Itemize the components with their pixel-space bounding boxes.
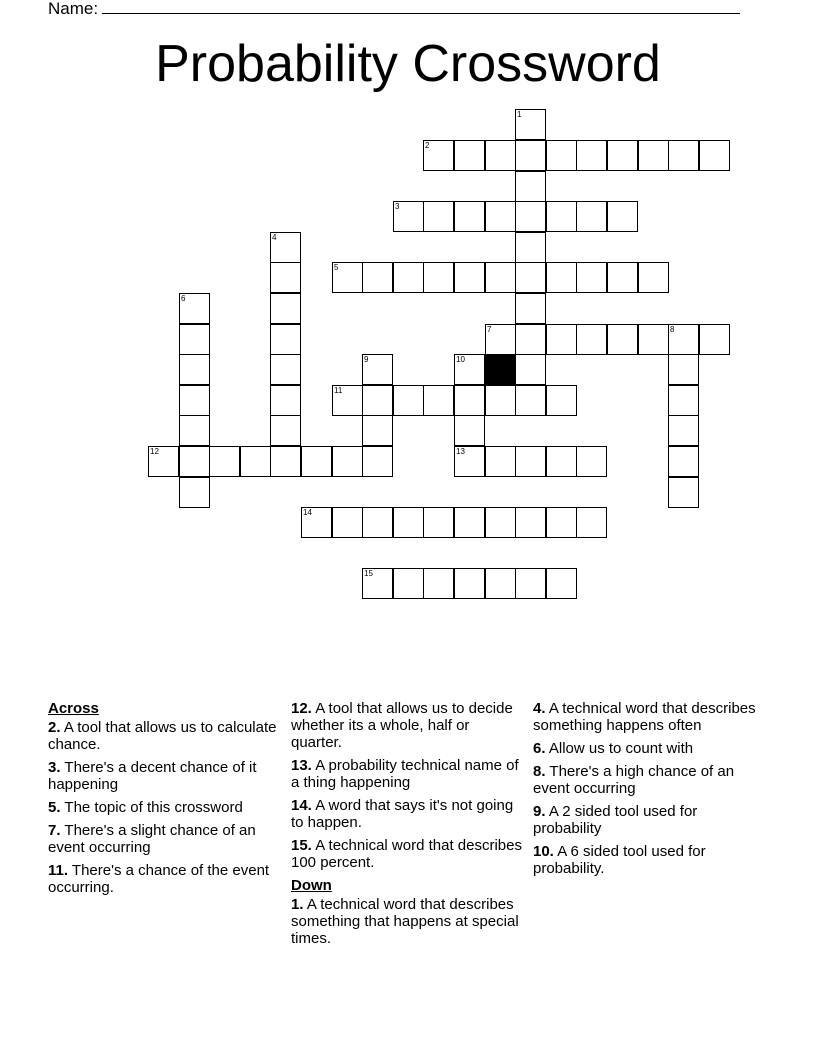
- clue-item-text: The topic of this crossword: [60, 799, 243, 816]
- grid-cell[interactable]: [668, 446, 699, 477]
- clue-item: [291, 700, 523, 751]
- clue-number: 11: [334, 386, 343, 395]
- name-field: [48, 0, 740, 19]
- grid-cell[interactable]: [668, 324, 699, 355]
- grid-cell[interactable]: [668, 415, 699, 446]
- grid-cell[interactable]: [454, 446, 485, 477]
- clue-item: [533, 763, 765, 797]
- grid-cell[interactable]: [454, 568, 485, 599]
- grid-cell[interactable]: [362, 385, 393, 416]
- grid-cell[interactable]: [270, 232, 301, 263]
- grid-cell[interactable]: [270, 446, 301, 477]
- grid-cell[interactable]: [454, 385, 485, 416]
- grid-cell[interactable]: [454, 354, 485, 385]
- grid-cell[interactable]: [515, 568, 546, 599]
- grid-cell[interactable]: [332, 385, 363, 416]
- clue-item: [48, 719, 280, 753]
- grid-cell[interactable]: [179, 385, 210, 416]
- clue-item-number: 1.: [291, 896, 304, 913]
- grid-cell[interactable]: [423, 385, 454, 416]
- grid-cell[interactable]: [607, 324, 638, 355]
- grid-cell[interactable]: [362, 446, 393, 477]
- clue-item-text: There's a high chance of an event occurring: [533, 763, 735, 797]
- grid-cell[interactable]: [454, 262, 485, 293]
- grid-cell[interactable]: [668, 477, 699, 508]
- grid-cell[interactable]: [515, 324, 546, 355]
- grid-cell[interactable]: [576, 324, 607, 355]
- clue-item-text: A technical word that describes something happens often: [533, 700, 756, 734]
- down-heading: Down: [291, 877, 332, 894]
- clue-item-number: 13.: [291, 757, 312, 774]
- grid-cell[interactable]: [515, 262, 546, 293]
- grid-cell[interactable]: [485, 201, 516, 232]
- clue-item-number: 12.: [291, 700, 312, 717]
- grid-black-cell: [485, 354, 516, 385]
- grid-cell[interactable]: [546, 446, 577, 477]
- grid-cell[interactable]: [485, 568, 516, 599]
- clue-item-number: 11.: [48, 862, 69, 879]
- grid-cell[interactable]: [179, 415, 210, 446]
- clue-item-text: There's a slight chance of an event occurring: [48, 822, 256, 856]
- grid-cell[interactable]: [546, 385, 577, 416]
- grid-cell[interactable]: [515, 385, 546, 416]
- clue-item: [48, 799, 280, 816]
- grid-cell[interactable]: [393, 262, 424, 293]
- grid-cell[interactable]: [270, 385, 301, 416]
- clue-number: 10: [456, 355, 465, 364]
- grid-cell[interactable]: [668, 354, 699, 385]
- grid-cell[interactable]: [332, 507, 363, 538]
- grid-cell[interactable]: [423, 140, 454, 171]
- grid-cell[interactable]: [546, 507, 577, 538]
- grid-cell[interactable]: [148, 446, 179, 477]
- grid-cell[interactable]: [270, 415, 301, 446]
- grid-cell[interactable]: [454, 507, 485, 538]
- clue-item-number: 10.: [533, 843, 554, 860]
- grid-cell[interactable]: [270, 262, 301, 293]
- clue-item: [48, 822, 280, 856]
- clue-item: [533, 803, 765, 837]
- grid-cell[interactable]: [362, 354, 393, 385]
- grid-cell[interactable]: [515, 201, 546, 232]
- clue-item: [291, 837, 523, 871]
- grid-cell[interactable]: [607, 140, 638, 171]
- clue-item-text: A probability technical name of a thing happening: [291, 757, 519, 791]
- page-title: Probability Crossword: [155, 35, 661, 93]
- grid-cell[interactable]: [638, 262, 669, 293]
- grid-cell[interactable]: [485, 507, 516, 538]
- clue-item-number: 14.: [291, 797, 312, 814]
- clue-item: [533, 700, 765, 734]
- clue-number: 3: [395, 202, 400, 211]
- clue-number: 1: [517, 110, 522, 119]
- grid-cell[interactable]: [301, 507, 332, 538]
- clue-item-number: 15.: [291, 837, 312, 854]
- grid-cell[interactable]: [454, 140, 485, 171]
- clue-item: [291, 797, 523, 831]
- grid-cell[interactable]: [485, 324, 516, 355]
- clue-item-text: A 6 sided tool used for probability.: [533, 843, 706, 877]
- clue-item-number: 3.: [48, 759, 61, 776]
- grid-cell[interactable]: [515, 232, 546, 263]
- grid-cell[interactable]: [423, 507, 454, 538]
- grid-cell[interactable]: [515, 507, 546, 538]
- clue-item-text: A 2 sided tool used for probability: [533, 803, 698, 837]
- grid-cell[interactable]: [638, 140, 669, 171]
- grid-cell[interactable]: [485, 140, 516, 171]
- grid-cell[interactable]: [515, 446, 546, 477]
- clue-item-text: A tool that allows us to decide whether its a whole, half or quarter.: [291, 700, 513, 751]
- grid-cell[interactable]: [362, 262, 393, 293]
- grid-cell[interactable]: [485, 262, 516, 293]
- grid-cell[interactable]: [607, 201, 638, 232]
- clues-column-3: [533, 700, 765, 883]
- clue-item-text: There's a chance of the event occurring.: [48, 862, 270, 896]
- grid-cell[interactable]: [209, 446, 240, 477]
- name-label: Name:: [48, 0, 99, 18]
- clue-item: [533, 740, 765, 757]
- clue-item-number: 5.: [48, 799, 61, 816]
- grid-cell[interactable]: [423, 201, 454, 232]
- grid-cell[interactable]: [362, 507, 393, 538]
- grid-cell[interactable]: [638, 324, 669, 355]
- clue-item-number: 6.: [533, 740, 546, 757]
- clue-number: 12: [150, 447, 159, 456]
- grid-cell[interactable]: [576, 507, 607, 538]
- clues-column-2: [291, 700, 523, 953]
- grid-cell[interactable]: [576, 140, 607, 171]
- grid-cell[interactable]: [423, 262, 454, 293]
- name-underline[interactable]: [102, 0, 740, 14]
- clue-number: 8: [670, 325, 675, 334]
- clue-item-number: 9.: [533, 803, 546, 820]
- clue-item-number: 8.: [533, 763, 546, 780]
- grid-cell[interactable]: [546, 568, 577, 599]
- grid-cell[interactable]: [179, 293, 210, 324]
- grid-cell[interactable]: [240, 446, 271, 477]
- clue-item: [48, 759, 280, 793]
- clue-item: [533, 843, 765, 877]
- clue-item-text: A tool that allows us to calculate chance.: [48, 719, 277, 753]
- grid-cell[interactable]: [576, 262, 607, 293]
- grid-cell[interactable]: [270, 324, 301, 355]
- grid-cell[interactable]: [393, 201, 424, 232]
- clue-item-number: 7.: [48, 822, 61, 839]
- clue-number: 4: [272, 233, 277, 242]
- grid-cell[interactable]: [485, 385, 516, 416]
- clue-number: 15: [364, 569, 373, 578]
- grid-cell[interactable]: [179, 354, 210, 385]
- grid-cell[interactable]: [393, 568, 424, 599]
- clue-number: 14: [303, 508, 312, 517]
- across-heading: Across: [48, 700, 99, 717]
- clue-item-text: There's a decent chance of it happening: [48, 759, 257, 793]
- grid-cell[interactable]: [546, 201, 577, 232]
- grid-cell[interactable]: [270, 293, 301, 324]
- grid-cell[interactable]: [576, 446, 607, 477]
- grid-cell[interactable]: [179, 446, 210, 477]
- grid-cell[interactable]: [515, 109, 546, 140]
- clue-number: 7: [487, 325, 492, 334]
- grid-cell[interactable]: [179, 477, 210, 508]
- grid-cell[interactable]: [699, 140, 730, 171]
- grid-cell[interactable]: [699, 324, 730, 355]
- clue-number: 6: [181, 294, 186, 303]
- clue-number: 5: [334, 263, 339, 272]
- clue-item-text: A technical word that describes 100 percent.: [291, 837, 522, 871]
- clue-item: [291, 757, 523, 791]
- clue-item-number: 4.: [533, 700, 546, 717]
- grid-cell[interactable]: [393, 507, 424, 538]
- grid-cell[interactable]: [607, 262, 638, 293]
- clues-column-1: [48, 700, 280, 902]
- grid-cell[interactable]: [332, 446, 363, 477]
- grid-cell[interactable]: [179, 324, 210, 355]
- grid-cell[interactable]: [515, 354, 546, 385]
- clue-item: [48, 862, 280, 896]
- grid-cell[interactable]: [301, 446, 332, 477]
- clue-number: 2: [425, 141, 430, 150]
- grid-cell[interactable]: [454, 415, 485, 446]
- clue-number: 13: [456, 447, 465, 456]
- clue-item: [291, 896, 523, 947]
- grid-cell[interactable]: [270, 354, 301, 385]
- grid-cell[interactable]: [576, 201, 607, 232]
- grid-cell[interactable]: [668, 140, 699, 171]
- grid-cell[interactable]: [332, 262, 363, 293]
- grid-cell[interactable]: [362, 415, 393, 446]
- clue-item-text: A technical word that describes something that happens at special times.: [291, 896, 519, 947]
- grid-cell[interactable]: [668, 385, 699, 416]
- clue-item-number: 2.: [48, 719, 61, 736]
- clue-number: 9: [364, 355, 369, 364]
- grid-cell[interactable]: [515, 140, 546, 171]
- grid-cell[interactable]: [485, 446, 516, 477]
- grid-cell[interactable]: [362, 568, 393, 599]
- clue-item-text: A word that says it's not going to happen.: [291, 797, 514, 831]
- grid-cell[interactable]: [423, 568, 454, 599]
- grid-cell[interactable]: [546, 262, 577, 293]
- grid-cell[interactable]: [515, 293, 546, 324]
- grid-cell[interactable]: [393, 385, 424, 416]
- grid-cell[interactable]: [546, 324, 577, 355]
- grid-cell[interactable]: [546, 140, 577, 171]
- clue-item-text: Allow us to count with: [545, 740, 694, 757]
- grid-cell[interactable]: [515, 171, 546, 202]
- grid-cell[interactable]: [454, 201, 485, 232]
